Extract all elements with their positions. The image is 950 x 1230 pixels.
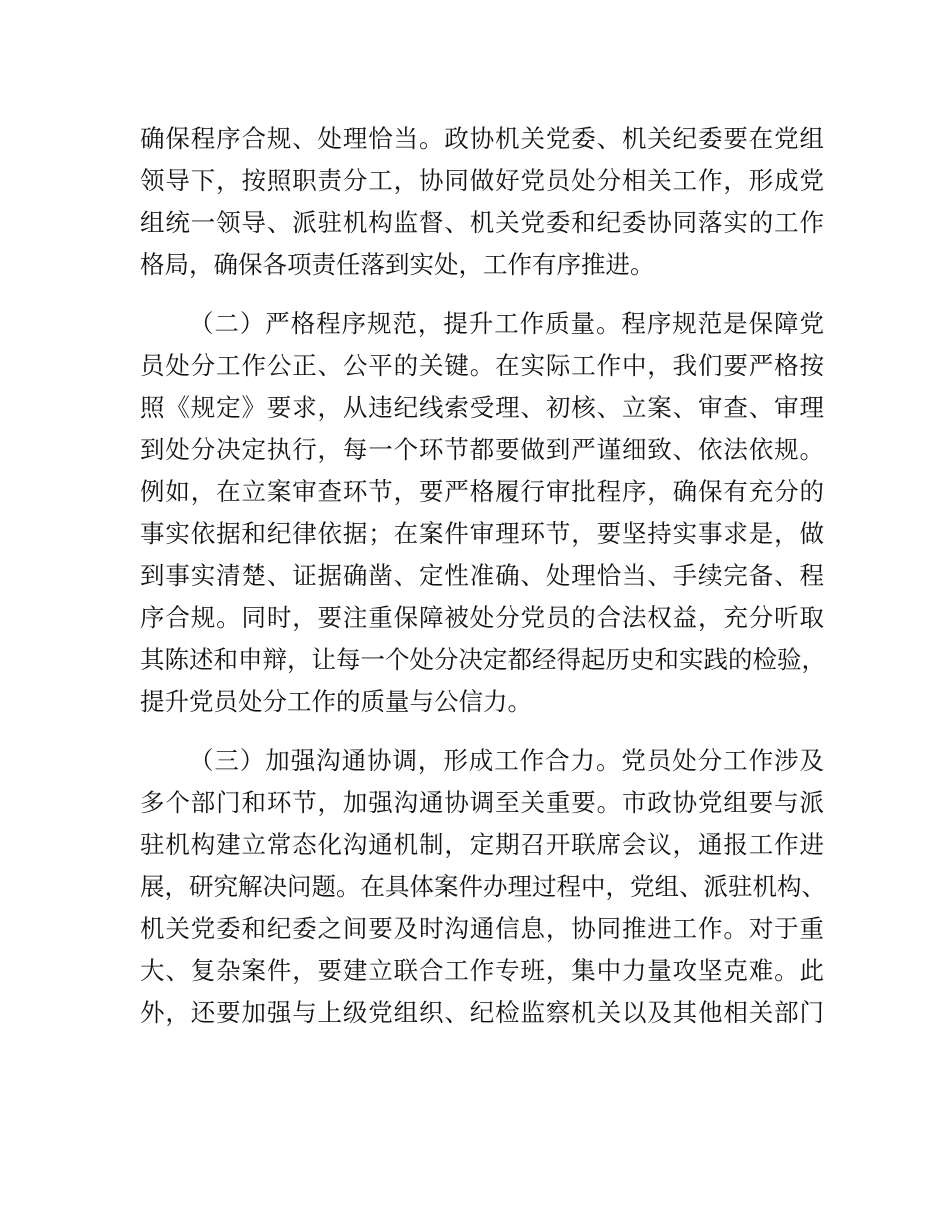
text-line: 展，研究解决问题。在具体案件办理过程中，党组、派驻机构、 (140, 872, 826, 901)
text-line: 到事实清楚、证据确凿、定性准确、处理恰当、手续完备、程 (140, 561, 824, 590)
text-line: 组统一领导、派驻机构监督、机关党委和纪委协同落实的工作 (140, 208, 824, 237)
paragraph-1 (140, 118, 824, 286)
paragraph-spacer (140, 286, 824, 303)
text-line: 格局，确保各项责任落到实处，工作有序推进。 (140, 250, 655, 279)
text-line: 机关党委和纪委之间要及时沟通信息，协同推进工作。对于重 (140, 914, 824, 943)
paragraph-2 (140, 303, 824, 723)
text-line: 到处分决定执行，每一个环节都要做到严谨细致、依法依规。 (140, 435, 824, 464)
text-line: 事实依据和纪律依据；在案件审理环节，要坚持实事求是，做 (140, 519, 824, 548)
text-line: 其陈述和申辩，让每一个处分决定都经得起历史和实践的检验， (140, 645, 826, 674)
text-line: （二）严格程序规范，提升工作质量。程序规范是保障党 (189, 309, 824, 338)
text-line: （三）加强沟通协调，形成工作合力。党员处分工作涉及 (189, 746, 824, 775)
text-line: 驻机构建立常态化沟通机制，定期召开联席会议，通报工作进 (140, 830, 824, 859)
paragraph-3 (140, 740, 824, 1034)
text-line: 外，还要加强与上级党组织、纪检监察机关以及其他相关部门 (140, 998, 824, 1027)
document-body (140, 118, 824, 1034)
text-line: 员处分工作公正、公平的关键。在实际工作中，我们要严格按 (140, 351, 824, 380)
text-line: 确保程序合规、处理恰当。政协机关党委、机关纪委要在党组 (140, 124, 824, 153)
text-line: 提升党员处分工作的质量与公信力。 (140, 687, 532, 716)
text-line: 例如，在立案审查环节，要严格履行审批程序，确保有充分的 (140, 477, 824, 506)
paragraph-spacer (140, 723, 824, 740)
text-line: 领导下，按照职责分工，协同做好党员处分相关工作，形成党 (140, 166, 824, 195)
text-line: 大、复杂案件，要建立联合工作专班，集中力量攻坚克难。此 (140, 956, 824, 985)
text-line: 照《规定》要求，从违纪线索受理、初核、立案、审查、审理 (140, 393, 824, 422)
text-line: 多个部门和环节，加强沟通协调至关重要。市政协党组要与派 (140, 788, 824, 817)
text-line: 序合规。同时，要注重保障被处分党员的合法权益，充分听取 (140, 603, 824, 632)
